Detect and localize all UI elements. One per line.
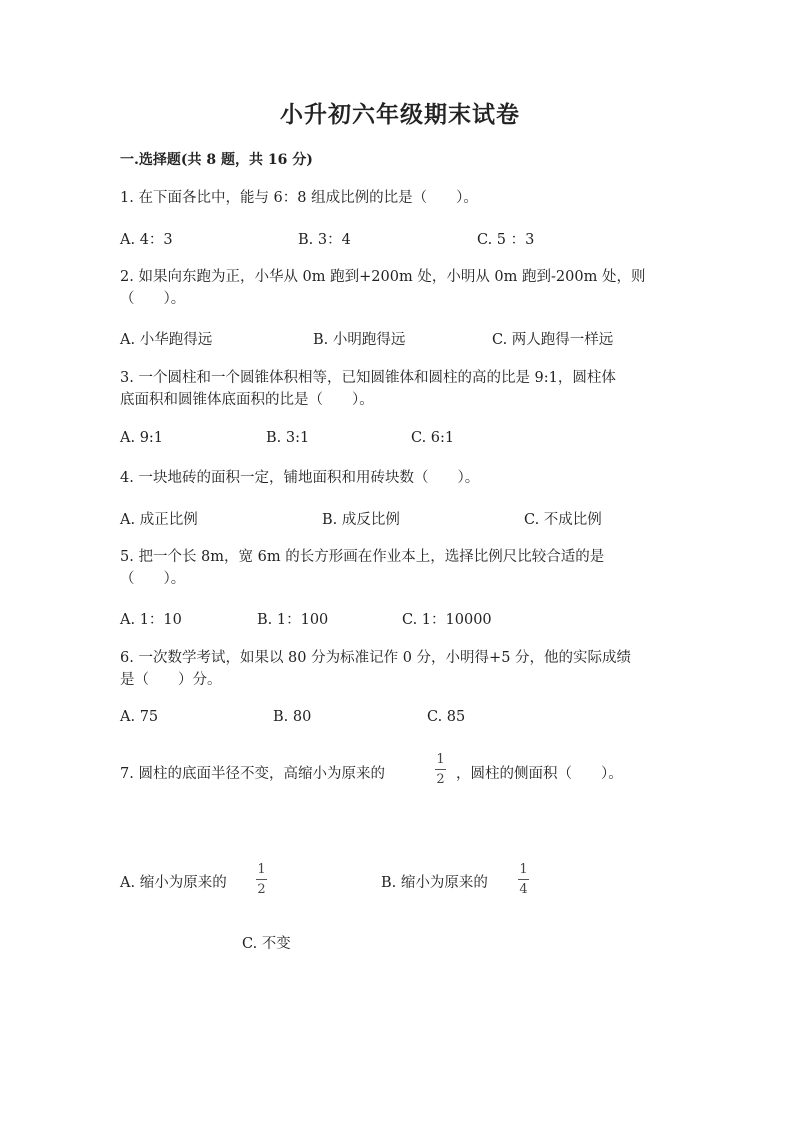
question-7-stem-fraction (435, 752, 446, 787)
question-6-stem-line1: 6. 一次数学考试，如果以 80 分为标准记作 0 分，小明得+5 分，他的实际成绩 (120, 650, 632, 666)
question-2-option-b: B. 小明跑得远 (313, 332, 406, 348)
question-2-stem (120, 266, 680, 310)
question-5-option-b: B. 1：100 (257, 612, 329, 628)
question-5-stem-line2: （ ）。 (120, 571, 186, 587)
question-1-option-c: C. 5 ：3 (477, 232, 535, 248)
question-4-option-a: A. 成正比例 (120, 512, 198, 528)
question-3-stem-line2: 底面积和圆锥体底面积的比是（ ）。 (120, 392, 374, 408)
question-5-option-c: C. 1：10000 (402, 612, 492, 628)
question-3-option-b: B. 3:1 (266, 430, 310, 446)
question-7-option-a-fraction (256, 862, 267, 897)
question-1-stem: 1. 在下面各比中，能与 6：8 组成比例的比是（ ）。 (120, 190, 478, 206)
question-6-option-b: B. 80 (273, 709, 312, 725)
fraction-bar (518, 879, 529, 880)
fraction-numerator: 1 (257, 862, 266, 877)
question-1-option-b: B. 3：4 (298, 232, 351, 248)
question-6-stem-line2: 是（ ）分。 (120, 672, 222, 688)
question-2-stem-line2: （ ）。 (120, 291, 186, 307)
question-2-option-c: C. 两人跑得一样远 (492, 332, 614, 348)
question-3-option-c: C. 6:1 (411, 430, 455, 446)
question-3-stem-line1: 3. 一个圆柱和一个圆锥体积相等，已知圆锥体和圆柱的高的比是 9:1，圆柱体 (120, 370, 616, 386)
question-7-option-c: C. 不变 (242, 936, 291, 952)
question-5-option-a: A. 1：10 (120, 612, 182, 628)
question-2-stem-line1: 2. 如果向东跑为正，小华从 0m 跑到+200m 处，小明从 0m 跑到-200m 处，则 (120, 269, 646, 285)
question-3-stem (120, 367, 680, 411)
question-4-option-b: B. 成反比例 (322, 512, 400, 528)
question-7-option-a: A. 缩小为原来的 (120, 875, 227, 891)
fraction-denominator: 2 (257, 882, 266, 897)
question-7-option-b-fraction (518, 862, 529, 897)
question-5-stem (120, 546, 680, 590)
question-2-option-a: A. 小华跑得远 (120, 332, 213, 348)
question-6-stem (120, 647, 680, 691)
fraction-bar (256, 879, 267, 880)
fraction-denominator: 4 (519, 882, 528, 897)
fraction-bar (435, 769, 446, 770)
question-4-option-c: C. 不成比例 (524, 512, 602, 528)
question-6-option-a: A. 75 (120, 709, 159, 725)
question-7-stem-after: ，圆柱的侧面积（ ）。 (456, 766, 623, 782)
question-3-option-a: A. 9:1 (120, 430, 164, 446)
question-7-option-b: B. 缩小为原来的 (381, 875, 488, 891)
fraction-denominator: 2 (436, 772, 445, 787)
section-heading: 一.选择题(共 8 题，共 16 分) (120, 152, 313, 168)
fraction-numerator: 1 (519, 862, 528, 877)
question-5-stem-line1: 5. 把一个长 8m，宽 6m 的长方形画在作业本上，选择比例尺比较合适的是 (120, 549, 605, 565)
question-4-stem: 4. 一块地砖的面积一定，铺地面积和用砖块数（ ）。 (120, 470, 480, 486)
fraction-numerator: 1 (436, 752, 445, 767)
page-title: 小升初六年级期末试卷 (280, 101, 520, 128)
question-1-option-a: A. 4：3 (120, 232, 173, 248)
question-7-stem-before: 7. 圆柱的底面半径不变，高缩小为原来的 (120, 766, 385, 782)
question-6-option-c: C. 85 (427, 709, 466, 725)
